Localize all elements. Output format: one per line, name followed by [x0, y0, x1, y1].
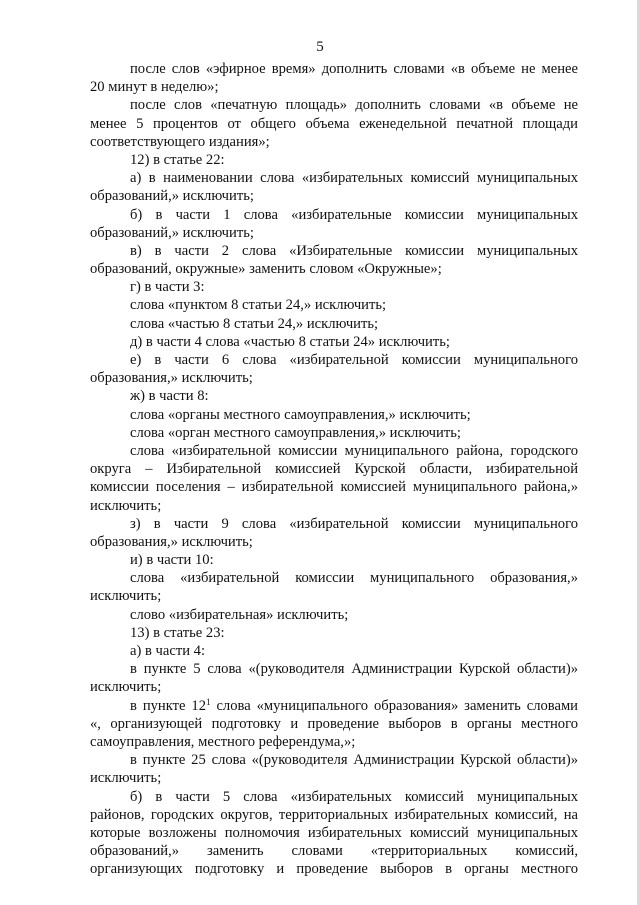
text-line: образований,» заменить словами «территориальных комиссий,	[90, 843, 578, 860]
text-line: самоуправления, местного референдума,»;	[90, 733, 356, 750]
text-line: е) в части 6 слова «избирательной комиссии муниципального	[130, 352, 578, 368]
text-line: в пункте 5 слова «(руководителя Администрации Курской области)»	[130, 661, 578, 678]
text-line: б) в части 5 слова «избирательных комиссий муниципальных	[130, 788, 578, 805]
text-line: слово «избирательная» исключить;	[130, 606, 349, 623]
text-line: образований,» исключить;	[90, 224, 254, 241]
text-line: образования,» исключить;	[90, 533, 253, 550]
text-line: организующих подготовку и проведение выборов в органы местного	[90, 861, 578, 878]
text-line: слова «частью 8 статьи 24,» исключить;	[130, 315, 379, 332]
text-line: которые возложены полномочия избирательных комиссий муниципальных	[90, 824, 578, 841]
text-line: образований, окружные» заменить словом «Окружные»;	[90, 261, 442, 278]
text-line: исключить;	[90, 770, 162, 787]
text-line: ж) в части 8:	[130, 388, 209, 405]
text-line: г) в части 3:	[130, 279, 205, 296]
text-line: 12) в статье 22:	[130, 151, 225, 168]
text-line: слова «избирательной комиссии муниципального района, городского	[130, 442, 578, 459]
text-line: образования,» исключить;	[90, 370, 253, 387]
text-line: после слов «эфирное время» дополнить словами «в объеме не менее	[130, 61, 578, 77]
text-line: д) в части 4 слова «частью 8 статьи 24» исключить;	[130, 333, 450, 350]
text-line: после слов «печатную площадь» дополнить словами «в объеме не	[130, 97, 578, 114]
text-line: слова «пунктом 8 статьи 24,» исключить;	[130, 297, 387, 314]
text-line: соответствующего издания»;	[90, 133, 270, 150]
text-line: слова «органы местного самоуправления,» исключить;	[130, 406, 471, 423]
text-line: исключить;	[90, 588, 162, 605]
text-line: в пункте 25 слова «(руководителя Администрации Курской области)»	[130, 752, 578, 769]
text-line: и) в части 10:	[130, 552, 214, 569]
page-number: 5	[316, 39, 324, 55]
text-line: а) в наименовании слова «избирательных комиссий муниципальных	[130, 170, 578, 187]
text-line: в) в части 2 слова «Избирательные комиссии муниципальных	[130, 242, 578, 259]
text-line: 20 минут в неделю»;	[90, 79, 219, 96]
text-line: исключить;	[90, 679, 162, 696]
text-line: районов, городских округов, территориальных избирательных комиссий, на	[90, 806, 578, 823]
text-line: исключить;	[90, 497, 162, 514]
text-line: б) в части 1 слова «избирательные комиссии муниципальных	[130, 206, 578, 223]
text-line: в пункте $12^1$ слова «муниципального образования» заменить словами	[130, 696, 578, 714]
text-line: слова «орган местного самоуправления,» исключить;	[130, 424, 461, 441]
text-line: слова «избирательной комиссии муниципального образования,»	[130, 570, 578, 587]
text-line: образований,» исключить;	[90, 188, 254, 205]
text-line: «, организующей подготовку и проведение выборов в органы местного	[90, 715, 578, 732]
body-text	[90, 60, 578, 878]
text-line: а) в части 4:	[130, 643, 206, 659]
text-line: комиссии поселения – избирательной комиссией муниципального района,»	[90, 479, 578, 496]
text-line: з) в части 9 слова «избирательной комиссии муниципального	[130, 515, 578, 532]
text-line: 13) в статье 23:	[130, 624, 225, 641]
text-line: менее 5 процентов от общего объема еженедельной печатной площади	[90, 115, 578, 132]
text-line: округа – Избирательной комиссией Курской области, избирательной	[90, 461, 578, 478]
